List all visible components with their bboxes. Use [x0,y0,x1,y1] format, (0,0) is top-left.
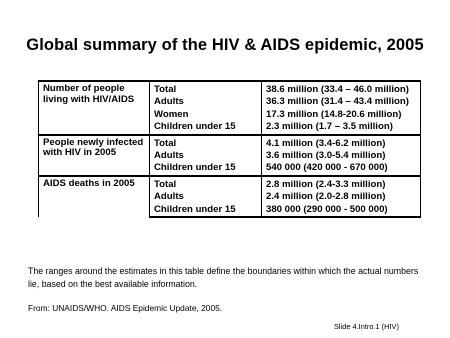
category-cell: Adults [150,191,262,203]
table-row [39,81,421,96]
category-cell: Total [150,176,262,191]
category-cell: Children under 15 [150,121,262,134]
value-cell: 17.3 million (14.8-20.6 million) [262,109,421,121]
value-cell: 38.6 million (33.4 – 46.0 million) [262,81,421,96]
value-cell: 3.6 million (3.0-5.4 million) [262,150,421,162]
category-cell: Adults [150,96,262,108]
value-cell: 4.1 million (3.4-6.2 million) [262,135,421,150]
summary-table [38,80,421,218]
category-cell: Adults [150,150,262,162]
value-cell: 2.8 million (2.4-3.3 million) [262,176,421,191]
category-cell: Total [150,135,262,150]
value-cell: 36.3 million (31.4 – 43.4 million) [262,96,421,108]
value-cell: 540 000 (420 000 - 670 000) [262,162,421,175]
group-label: People newly infected with HIV in 2005 [39,135,150,176]
table-row [39,135,421,150]
category-cell: Children under 15 [150,204,262,217]
value-cell: 2.3 million (1.7 – 3.5 million) [262,121,421,134]
category-cell: Women [150,109,262,121]
slide-label: Slide 4.Intro.1 (HIV) [334,322,399,331]
value-cell: 2.4 million (2.0-2.8 million) [262,191,421,203]
footnote: The ranges around the estimates in this table define the boundaries within which the actual numbers lie, based on the best available information. [28,266,419,289]
category-cell: Children under 15 [150,162,262,175]
table-row [39,176,421,191]
value-cell: 380 000 (290 000 - 500 000) [262,204,421,217]
source-citation: From: UNAIDS/WHO. AIDS Epidemic Update, 2005. [28,303,223,313]
group-label: Number of people living with HIV/AIDS [39,81,150,135]
group-label: AIDS deaths in 2005 [39,176,150,217]
page-title: Global summary of the HIV & AIDS epidemic, 2005 [26,36,424,54]
category-cell: Total [150,81,262,96]
